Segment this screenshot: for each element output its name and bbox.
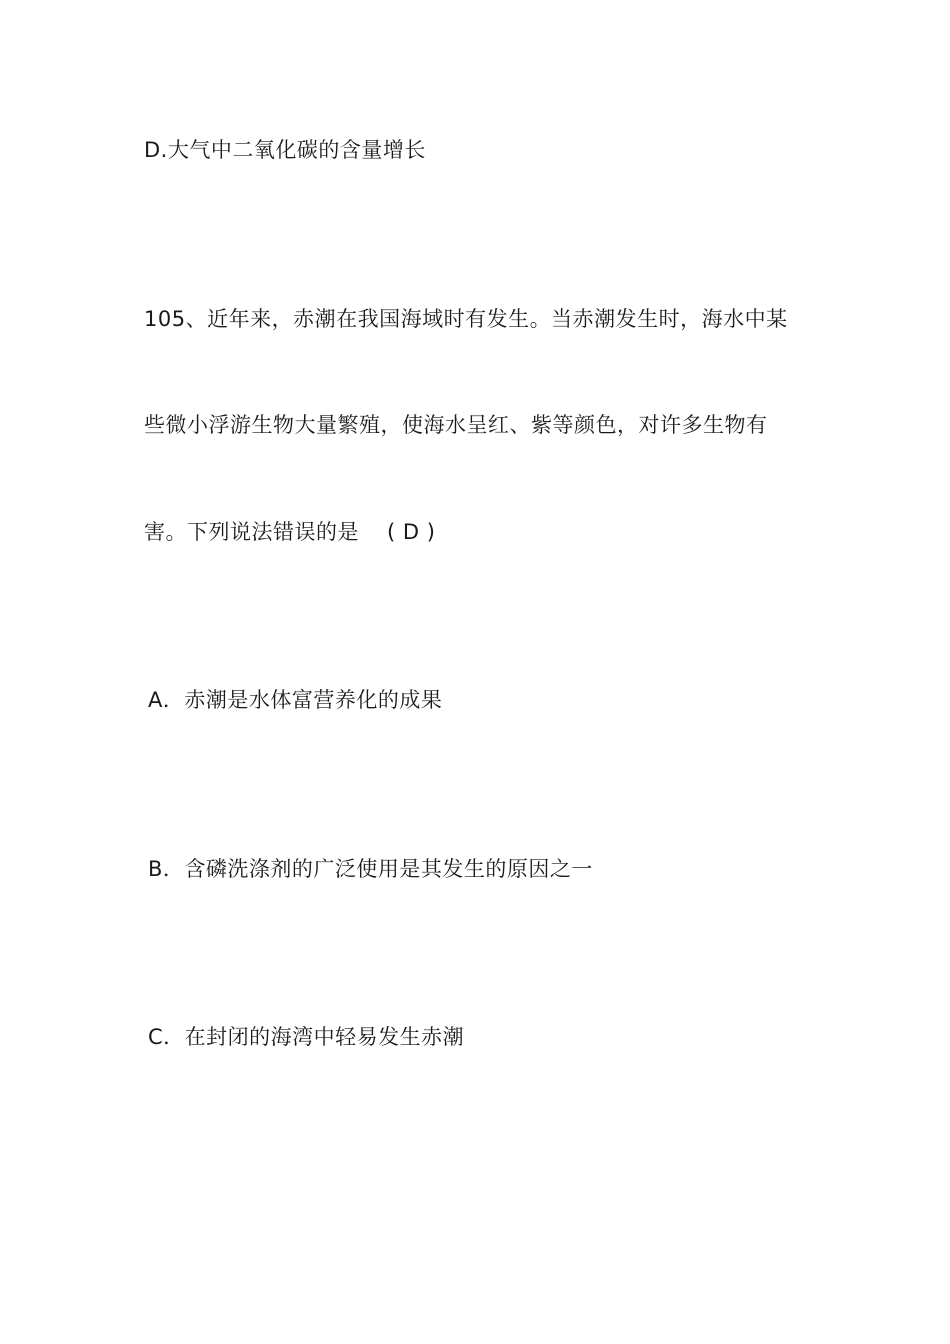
previous-option-d — [144, 136, 426, 164]
question-line-2 — [144, 411, 768, 439]
answer-marker: ( D ) — [387, 520, 436, 544]
option-b — [148, 855, 593, 883]
question-text-3: 害。下列说法错误的是 — [144, 520, 359, 544]
question-text-1: 105、近年来，赤潮在我国海域时有发生。当赤潮发生时，海水中某 — [144, 307, 788, 331]
option-a-label: A． — [148, 688, 185, 712]
option-a — [148, 686, 442, 714]
option-a-text: 赤潮是水体富营养化的成果 — [184, 688, 443, 712]
question-text-2: 些微小浮游生物大量繁殖，使海水呈红、紫等颜色，对许多生物有 — [144, 413, 768, 437]
option-c-text: 在封闭的海湾中轻易发生赤潮 — [184, 1025, 465, 1049]
option-c-label: C． — [148, 1025, 185, 1049]
question-line-3 — [144, 518, 435, 546]
option-b-text: 含磷洗涤剂的广泛使用是其发生的原因之一 — [184, 857, 593, 881]
option-c — [148, 1023, 464, 1051]
option-b-label: B． — [148, 857, 185, 881]
option-d-text: D.大气中二氧化碳的含量增长 — [144, 138, 426, 162]
question-line-1 — [144, 305, 788, 333]
